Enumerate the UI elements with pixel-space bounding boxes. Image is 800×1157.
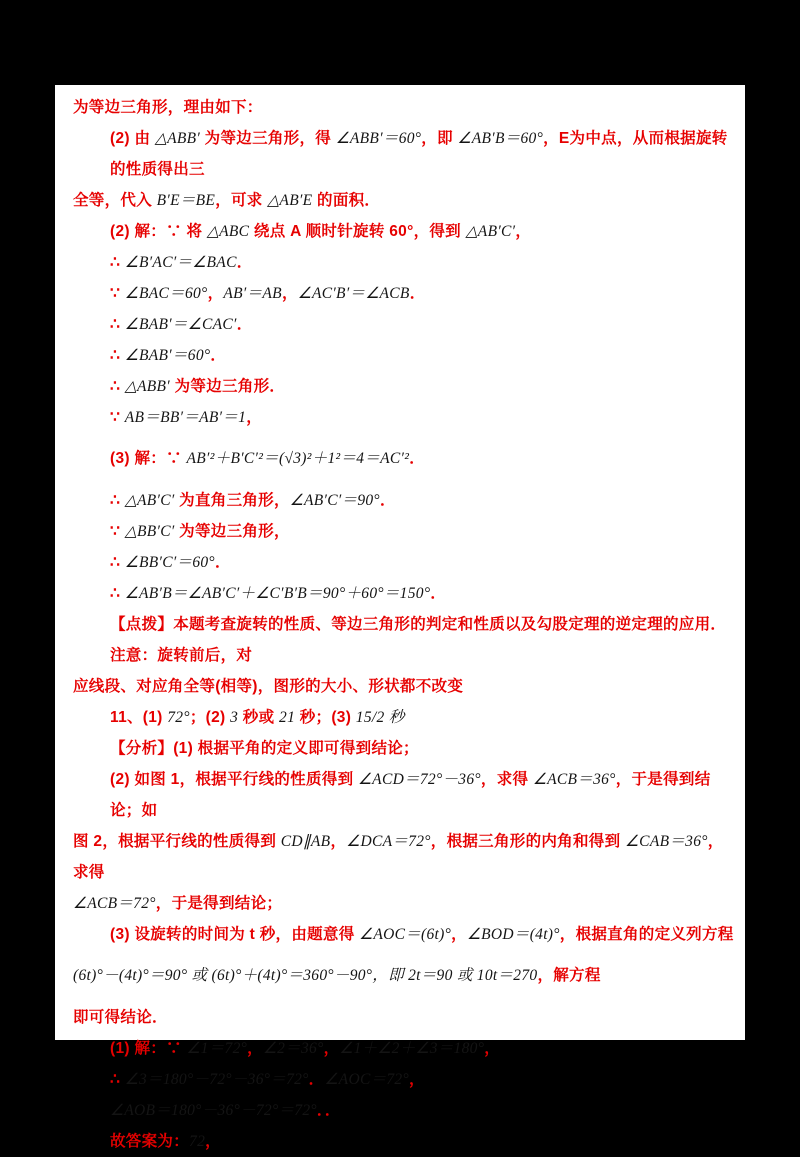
annotation-text-run: 11、(1) [110, 709, 168, 726]
document-line [73, 216, 735, 247]
annotation-text-run: (2) 解：∵ 将 [110, 223, 207, 240]
annotation-text-run: ∴ [110, 347, 125, 364]
math-formula-run: AB′＝AB [223, 285, 282, 302]
math-formula-run: ∠ACB＝36° [532, 771, 616, 788]
document-line [73, 950, 735, 1002]
document-line [73, 547, 735, 578]
annotation-text-run: ． [308, 1071, 325, 1088]
document-line [73, 371, 735, 402]
document-line [73, 609, 735, 671]
math-formula-run: B′E＝BE [156, 192, 216, 209]
annotation-text-run: ． [236, 254, 253, 271]
annotation-text-run: 为等边三角形，得 [200, 130, 336, 147]
annotation-text-run: 秒或 [238, 709, 280, 726]
document-line [73, 919, 735, 950]
annotation-text-run: 故答案为： [110, 1133, 190, 1150]
math-formula-run: 15/2 秒 [355, 709, 405, 726]
document-line [73, 888, 735, 919]
annotation-text-run: ，解方程 [537, 967, 601, 984]
math-formula-run: △ABB′ [154, 130, 201, 147]
document-line [73, 671, 735, 702]
math-formula-run: △ABC [206, 223, 250, 240]
math-formula-run: ∠AOC＝(6t)° [359, 926, 452, 943]
annotation-text-run: 图 2，根据平行线的性质得到 [73, 833, 281, 850]
document-line [73, 485, 735, 516]
math-formula-run: ∠ACD＝72°－36° [357, 771, 481, 788]
math-formula-run: ∠AC′B′＝∠ACB [297, 285, 410, 302]
annotation-text-run: 为等边三角形，理由如下： [73, 99, 263, 116]
document-line [73, 1126, 735, 1157]
annotation-text-run: ， [323, 1040, 340, 1057]
annotation-text-run: ，即 [421, 130, 458, 147]
math-formula-run: ∠BAB′＝60° [124, 347, 211, 364]
math-formula-run: (6t)°－(4t)°＝90° 或 (6t)°＋(4t)°＝360°－90°，即 2t＝90 或 10t＝270 [73, 967, 538, 984]
math-formula-run: ∠DCA＝72° [346, 833, 431, 850]
annotation-text-run: ， [247, 1040, 263, 1057]
document-line [73, 123, 735, 185]
annotation-text-run: ， [515, 223, 532, 240]
document-line [73, 516, 735, 547]
math-formula-run: AB′²＋B′C′²＝(√3)²＋1²＝4＝AC′² [186, 450, 410, 467]
document-line [73, 340, 735, 371]
math-formula-run: ∠AB′B＝∠AB′C′＋∠C′B′B＝90°＋60°＝150° [124, 585, 431, 602]
annotation-text-run: ． [214, 554, 231, 571]
annotation-text-run: ． [409, 450, 426, 467]
math-formula-run: ∠BOD＝(4t)° [466, 926, 560, 943]
annotation-text-run: ， [408, 1071, 425, 1088]
annotation-text-run: ， [330, 833, 347, 850]
annotation-text-run: ． [409, 285, 426, 302]
annotation-text-run: ． [236, 316, 253, 333]
document-body [55, 85, 745, 1157]
annotation-text-run: 【分析】(1) 根据平角的定义即可得到结论； [110, 740, 419, 757]
annotation-text-run: ∴ [110, 554, 125, 571]
annotation-text-run: ∴ [110, 492, 125, 509]
annotation-text-run: (3) 解：∵ [110, 450, 187, 467]
annotation-text-run: ． [210, 347, 227, 364]
document-line [73, 1002, 735, 1033]
annotation-text-run: ∴ [110, 254, 125, 271]
math-formula-run: 3 [230, 709, 239, 726]
annotation-text-run: ，根据三角形的内角和得到 [430, 833, 625, 850]
math-formula-run: AB＝BB′＝AB′＝1 [124, 409, 247, 426]
math-formula-run: △AB′C′ [465, 223, 516, 240]
annotation-text-run: ∴ [110, 378, 125, 395]
annotation-text-run: (3) 设旋转的时间为 t 秒，由题意得 [110, 926, 360, 943]
annotation-text-run: 为直角三角形， [174, 492, 290, 509]
document-line [73, 92, 735, 123]
document-line [73, 309, 735, 340]
annotation-text-run: (2) 如图 1，根据平行线的性质得到 [110, 771, 358, 788]
annotation-text-run: ，于是得到结论；如 [110, 771, 711, 819]
document-line [73, 578, 735, 609]
annotation-text-run: ， [207, 285, 224, 302]
math-formula-run: ∠B′AC′＝∠BAC [124, 254, 237, 271]
math-formula-run: ∠1＝72° [186, 1040, 248, 1057]
annotation-text-run: ，E为中点，从而根据旋转的性质得出三 [110, 130, 728, 178]
annotation-text-run: ， [281, 285, 298, 302]
annotation-text-run: ． [430, 585, 447, 602]
math-formula-run: ∠AB′B＝60° [457, 130, 544, 147]
document-line [73, 1033, 735, 1064]
annotation-text-run: ，于是得到结论； [155, 895, 283, 912]
annotation-text-run: ∴ [110, 1071, 125, 1088]
annotation-text-run: ∴ [110, 585, 125, 602]
annotation-text-run: ∵ [110, 285, 125, 302]
annotation-text-run: ， [205, 1133, 221, 1150]
math-formula-run: 72 [189, 1133, 206, 1150]
annotation-text-run: 为等边三角形． [170, 378, 286, 395]
annotation-text-run: ；(2) [189, 709, 231, 726]
annotation-text-run: 应线段、对应角全等(相等)，图形的大小、形状都不改变 [73, 678, 464, 695]
math-formula-run: CD∥AB [280, 833, 331, 850]
annotation-text-run: 【点拨】本题考查旋转的性质、等边三角形的判定和性质以及勾股定理的逆定理的应用．注意：旋转前后，对 [110, 616, 727, 664]
document-line [73, 278, 735, 309]
annotation-text-run: ∵ [110, 409, 125, 426]
math-formula-run: ∠ABB′＝60° [335, 130, 422, 147]
document-line [73, 1064, 735, 1095]
annotation-text-run: ∴ [110, 316, 125, 333]
math-formula-run: 21 [279, 709, 296, 726]
annotation-text-run: 绕点 A 顺时针旋转 60°，得到 [249, 223, 466, 240]
annotation-text-run: (2) 由 [110, 130, 155, 147]
math-formula-run: △AB′E [267, 192, 313, 209]
math-formula-run: ∠3＝180°－72°－36°＝72° [124, 1071, 309, 1088]
annotation-text-run: ． [379, 492, 396, 509]
annotation-text-run: 的面积． [312, 192, 381, 209]
math-formula-run: △ABB′ [124, 378, 170, 395]
annotation-text-run: ，求得 [73, 833, 724, 881]
math-formula-run: △AB′C′ [124, 492, 175, 509]
document-line [73, 402, 735, 433]
math-formula-run: ∠BAB′＝∠CAC′ [124, 316, 237, 333]
document-line [73, 826, 735, 888]
math-formula-run: ∠BB′C′＝60° [124, 554, 215, 571]
annotation-text-run: ．． [316, 1102, 341, 1119]
annotation-text-run: ，求得 [480, 771, 533, 788]
document-line [73, 733, 735, 764]
annotation-text-run: ，根据直角的定义列方程 [559, 926, 734, 943]
annotation-text-run: ， [451, 926, 467, 943]
math-formula-run: ∠AB′C′＝90° [289, 492, 380, 509]
math-formula-run: △BB′C′ [124, 523, 175, 540]
annotation-text-run: 秒；(3) [295, 709, 356, 726]
document-page [55, 85, 745, 1150]
document-line [73, 702, 735, 733]
annotation-text-run: (1) 解：∵ [110, 1040, 187, 1057]
math-formula-run: ∠AOC＝72° [324, 1071, 409, 1088]
math-formula-run: ∠ACB＝72° [73, 895, 156, 912]
annotation-text-run: 即可得结论． [73, 1009, 168, 1026]
annotation-text-run: ， [484, 1040, 501, 1057]
document-line [73, 1095, 735, 1126]
document-line [73, 764, 735, 826]
math-formula-run: ∠2＝36° [262, 1040, 324, 1057]
math-formula-run: 72° [167, 709, 190, 726]
math-formula-run: ∠1＋∠2＋∠3＝180° [339, 1040, 485, 1057]
math-formula-run: ∠AOB＝180°－36°－72°＝72° [110, 1102, 317, 1119]
annotation-text-run: 全等，代入 [73, 192, 157, 209]
annotation-text-run: 为等边三角形， [174, 523, 290, 540]
annotation-text-run: ∵ [110, 523, 125, 540]
annotation-text-run: ，可求 [215, 192, 268, 209]
document-line [73, 185, 735, 216]
document-line [73, 247, 735, 278]
annotation-text-run: ， [246, 409, 263, 426]
math-formula-run: ∠CAB＝36° [624, 833, 708, 850]
document-line [73, 433, 735, 485]
math-formula-run: ∠BAC＝60° [124, 285, 208, 302]
